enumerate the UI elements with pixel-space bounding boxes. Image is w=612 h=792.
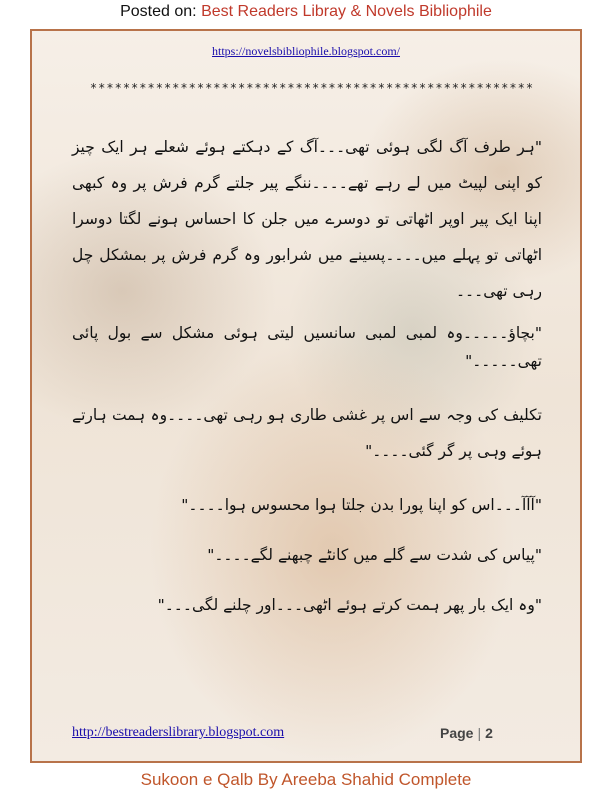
blog-url-link[interactable]: https://novelsbibliophile.blogspot.com/ <box>212 44 400 58</box>
story-paragraph: "وہ ایک بار پھر ہمت کرتے ہوئے اٹھی۔۔۔اور چلنے لگی۔۔۔" <box>157 596 542 614</box>
star-separator: ****************************************************** <box>89 81 535 95</box>
story-paragraph: "پیاس کی شدت سے گلے میں کانٹے چبھنے لگے۔۔۔۔" <box>207 546 542 564</box>
posted-on-label: Posted on: <box>120 3 197 20</box>
page-separator: | <box>477 725 482 741</box>
story-paragraph: تکلیف کی وجہ سے اس پر غشی طاری ہو رہی تھی۔۔۔۔وہ ہمت ہارتے ہوئے وہی پر گر گئی۔۔۔۔" <box>72 406 542 460</box>
story-paragraph: "بچاؤ۔۔۔۔۔وہ لمبی لمبی سانسیں لیتی ہوئی مشکل سے بول پائی تھی۔۔۔۔۔" <box>72 324 542 370</box>
story-paragraph: "آآآ۔۔۔اس کو اپنا پورا بدن جلتا ہوا محسوس ہوا۔۔۔۔" <box>181 496 542 514</box>
posted-on-banner <box>0 0 612 26</box>
book-title-banner: Sukoon e Qalb By Areeba Shahid Complete <box>140 770 472 789</box>
page-label: Page <box>440 725 474 741</box>
site-name: Best Readers Libray & Novels Bibliophile <box>201 3 492 20</box>
page-number-value: 2 <box>485 725 493 741</box>
page-frame <box>30 29 582 763</box>
story-text <box>72 129 542 641</box>
footer-blog-link[interactable]: http://bestreaderslibrary.blogspot.com <box>72 725 285 740</box>
story-paragraph: "ہر طرف آگ لگی ہوئی تھی۔۔۔آگ کے دہکتے ہوئے شعلے ہر ایک چیز کو اپنی لپیٹ میں لے رہے تھے۔۔۔۔ننگے پیر جلتے گرم فرش پر وہ کبھی اپنا ایک پیر اوپر اٹھاتی تو دوسرے میں جلن کا احساس ہونے لگتا دوسرا اٹھاتی تو پہلے میں۔۔۔۔پسینے میں شرابور وہ گرم فرش پر بمشکل چل رہی تھی۔۔۔ <box>72 138 542 300</box>
page-number <box>440 725 493 741</box>
